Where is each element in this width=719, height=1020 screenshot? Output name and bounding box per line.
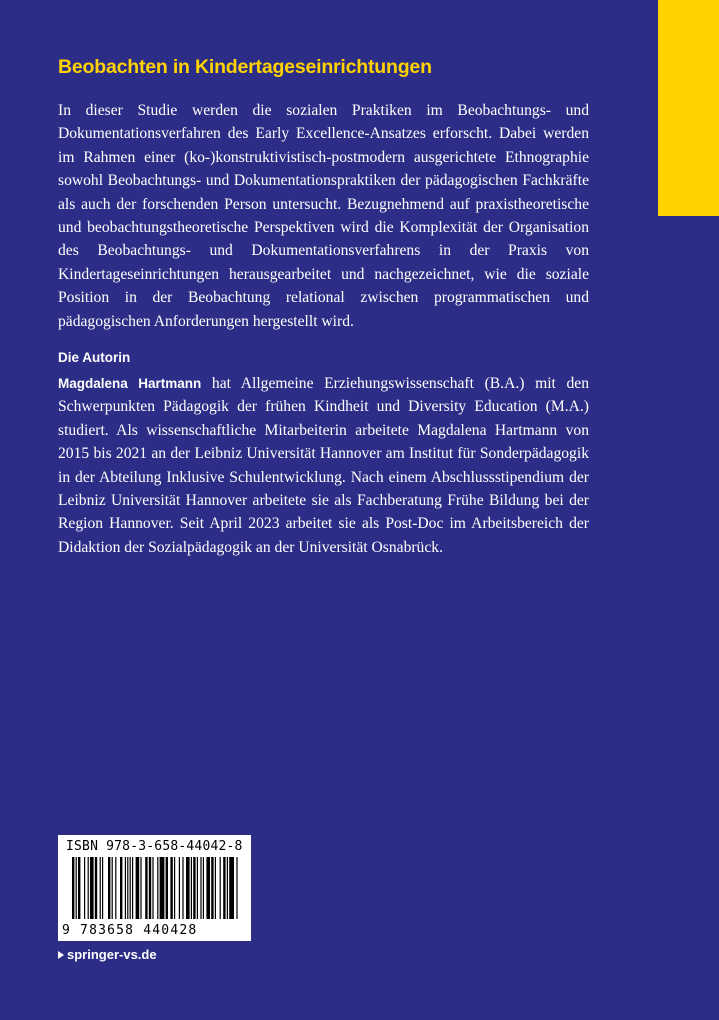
barcode-bar [191, 857, 192, 919]
barcode-bar [223, 857, 225, 919]
publisher-link[interactable] [58, 947, 157, 962]
isbn-barcode [58, 835, 251, 941]
barcode-bars [66, 857, 244, 923]
barcode-bar [220, 857, 221, 919]
barcode-bar [170, 857, 172, 919]
barcode-bar [166, 857, 168, 919]
barcode-bar [130, 857, 131, 919]
barcode-bar [132, 857, 133, 919]
barcode-bar [72, 857, 74, 919]
barcode-bar [88, 857, 89, 919]
barcode-bar [229, 857, 234, 919]
barcode-bar [78, 857, 80, 919]
barcode-bar [90, 857, 94, 919]
barcode-bar [193, 857, 195, 919]
barcode-bar [206, 857, 210, 919]
barcode-bar [115, 857, 116, 919]
barcode-bar [149, 857, 151, 919]
publisher-url-text[interactable]: springer-vs.de [67, 947, 157, 962]
barcode-bar [236, 857, 237, 919]
barcode-bar [102, 857, 103, 919]
barcode-bar [182, 857, 183, 919]
author-name: Magdalena Hartmann [58, 376, 202, 391]
book-title: Beobachten in Kindertageseinrichtungen [58, 56, 432, 78]
barcode-bar [174, 857, 175, 919]
barcode-bar [120, 857, 122, 919]
author-bio [58, 372, 589, 559]
barcode-bar [200, 857, 201, 919]
barcode-bar [197, 857, 198, 919]
barcode-bar [203, 857, 204, 919]
barcode-bar [152, 857, 153, 919]
barcode-bar [95, 857, 97, 919]
barcode-bar [179, 857, 180, 919]
barcode-bar [100, 857, 101, 919]
barcode-bar [76, 857, 77, 919]
author-bio-text: hat Allgemeine Erziehungswissenschaft (B.A.) mit den Schwerpunkten Pädagogik der frühen Kindheit und Diversity Education (M.A.) studiert. Als wissenschaftliche Mitarbeiterin arbeitete Magdalena Hartmann von 2015 bis 2021 an der Leibniz Universität Hannover am Institut für Sonderpädagogik in der Abteilung Inklusive Schulentwicklung. Nach einem Abschlussstipendium der Leibniz Universität Hannover arbeitete sie als Fachberatung Frühe Bildung bei der Region Hannover. Seit April 2023 arbeitet sie als Post-Doc im Arbeitsbereich der Didaktion der Sozialpädagogik an der Universität Osnabrück. [58, 375, 590, 556]
barcode-bar [112, 857, 113, 919]
barcode-bar [186, 857, 190, 919]
barcode-bar [125, 857, 126, 919]
abstract-text: In dieser Studie werden die sozialen Praktiken im Beobachtungs- und Dokumentationsverfahren des Early Excellence-Ansatzes erforscht. Dabei werden im Rahmen einer (ko-)konstruktivistisch-postmodern ausgerichtete Ethnographie sowohl Beobachtungs- und Dokumentationspraktiken der pädagogischen Fachkräfte als auch der forschenden Person untersucht. Bezugnehmend auf praxistheoretische und beobachtungstheoretische Perspektiven wird die Komplexität der Organisation des Beobachtungs- und Dokumentationsverfahrens in der Praxis von Kindertageseinrichtungen herausgearbeitet und nachgezeichnet, wie die soziale Position in der Beobachtung relational zwischen programmatischen und pädagogischen Anforderungen hergestellt wird. [58, 102, 589, 330]
barcode-bar [145, 857, 147, 919]
arrow-right-icon [58, 951, 64, 959]
barcode-bar [211, 857, 213, 919]
barcode-bar [84, 857, 85, 919]
barcode-bar [215, 857, 216, 919]
author-heading: Die Autorin [58, 350, 131, 365]
barcode-bar [160, 857, 165, 919]
yellow-accent-bar [658, 0, 719, 216]
barcode-bar [127, 857, 128, 919]
barcode-bar [140, 857, 141, 919]
barcode-bar [157, 857, 158, 919]
isbn-label: ISBN 978-3-658-44042-8 [66, 839, 243, 854]
ean-digits: 9 783658 440428 [62, 923, 198, 938]
barcode-bar [136, 857, 140, 919]
barcode-bar [227, 857, 228, 919]
barcode-bar [108, 857, 110, 919]
